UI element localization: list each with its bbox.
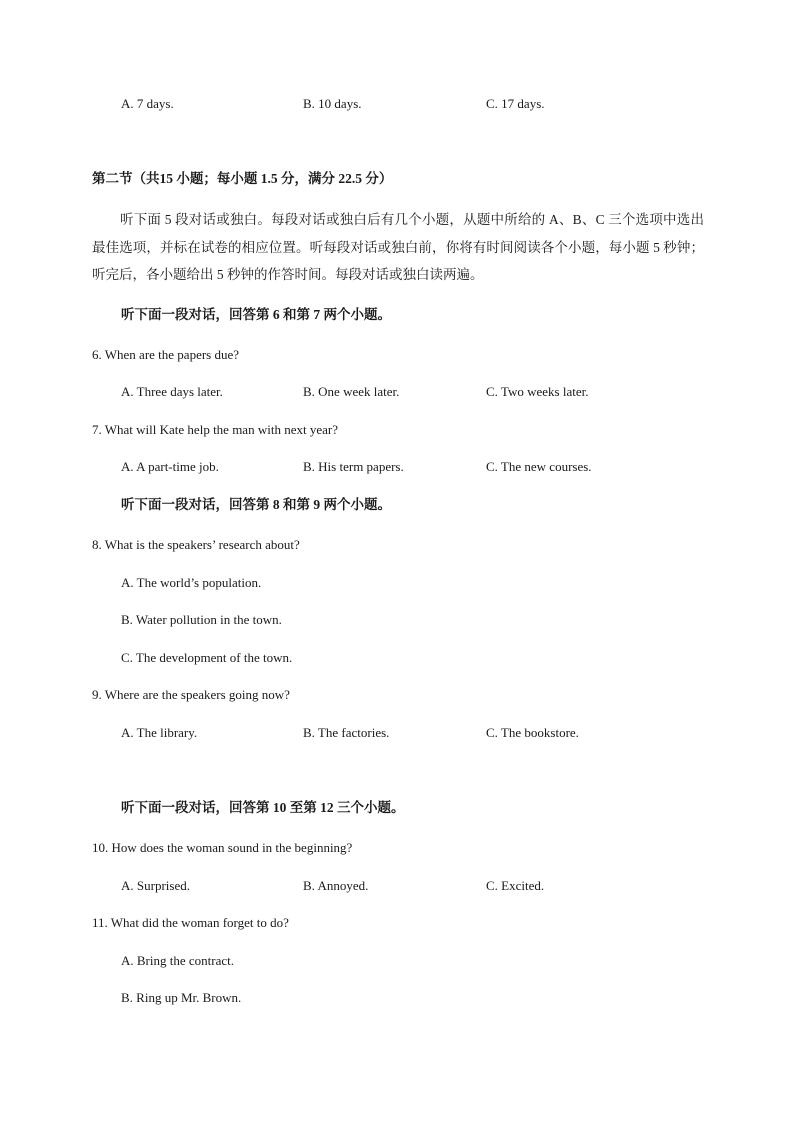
section-heading: 第二节（共15 小题；每小题 1.5 分，满分 22.5 分）: [92, 171, 393, 186]
q9-option-a: A. The library.: [121, 725, 198, 740]
question-7: 7. What will Kate help the man with next year?: [92, 422, 338, 437]
q6-option-b: B. One week later.: [303, 384, 400, 399]
section-instructions: 听下面 5 段对话或独白。每段对话或独白后有几个小题，从题中所给的 A、B、C 三个选项中选出最佳选项，并标在试卷的相应位置。听每段对话或独白前，你将有时间阅读各个小题，每小题 5 秒钟；听完后，各小题给出 5 秒钟的作答时间。每段对话或独白读两遍。: [92, 212, 704, 282]
q6-option-c: C. Two weeks later.: [486, 384, 589, 399]
q5-option-b: B. 10 days.: [303, 96, 362, 111]
question-9: 9. Where are the speakers going now?: [92, 687, 290, 702]
dialog-note-3: 听下面一段对话，回答第 10 至第 12 三个小题。: [121, 800, 405, 815]
dialog-note-1: 听下面一段对话，回答第 6 和第 7 两个小题。: [121, 307, 391, 322]
q11-option-b: B. Ring up Mr. Brown.: [121, 990, 242, 1005]
q6-option-a: A. Three days later.: [121, 384, 223, 399]
dialog-note-2: 听下面一段对话，回答第 8 和第 9 两个小题。: [121, 497, 391, 512]
question-6: 6. When are the papers due?: [92, 347, 240, 362]
question-11: 11. What did the woman forget to do?: [92, 915, 289, 930]
q9-option-c: C. The bookstore.: [486, 725, 579, 740]
q10-option-a: A. Surprised.: [121, 878, 190, 893]
q8-option-c: C. The development of the town.: [121, 650, 293, 665]
q7-option-b: B. His term papers.: [303, 459, 404, 474]
q8-option-b: B. Water pollution in the town.: [121, 612, 282, 627]
q10-option-b: B. Annoyed.: [303, 878, 369, 893]
q11-option-a: A. Bring the contract.: [121, 953, 234, 968]
q5-option-a: A. 7 days.: [121, 96, 174, 111]
question-10: 10. How does the woman sound in the beginning?: [92, 840, 353, 855]
q8-option-a: A. The world’s population.: [121, 575, 262, 590]
q10-option-c: C. Excited.: [486, 878, 545, 893]
q7-option-c: C. The new courses.: [486, 459, 592, 474]
q9-option-b: B. The factories.: [303, 725, 390, 740]
q5-option-c: C. 17 days.: [486, 96, 545, 111]
question-8: 8. What is the speakers’ research about?: [92, 537, 300, 552]
q7-option-a: A. A part-time job.: [121, 459, 219, 474]
